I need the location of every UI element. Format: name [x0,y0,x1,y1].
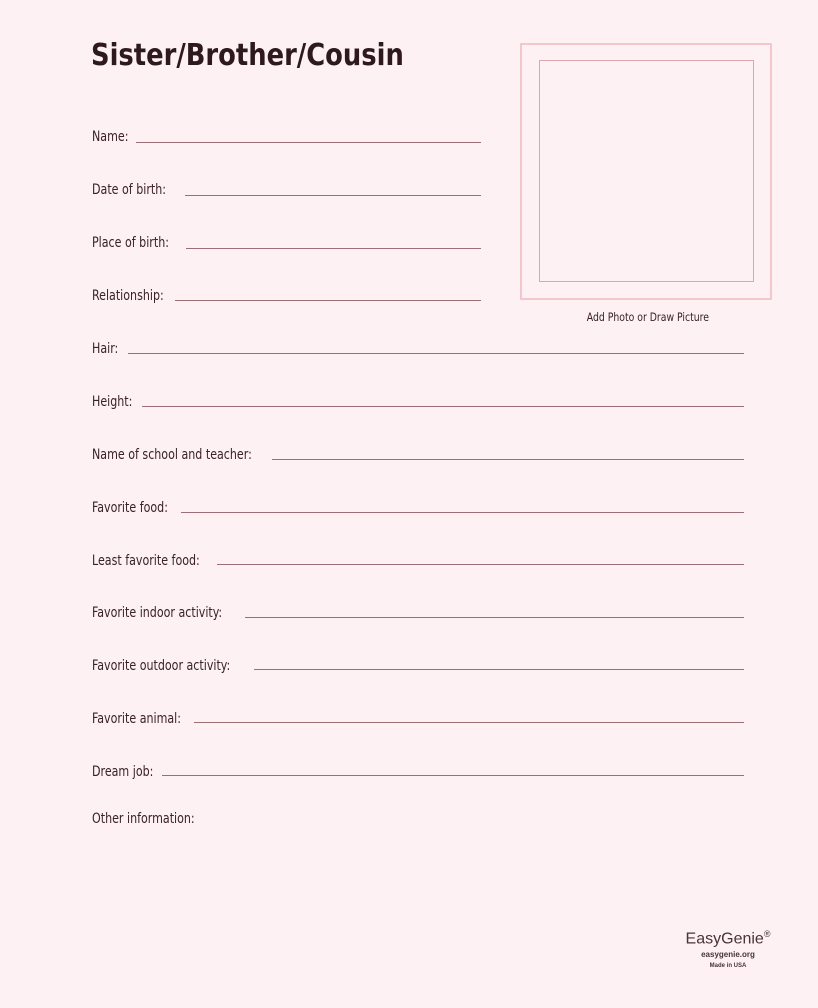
page-title: Sister/Brother/Cousin [91,38,404,73]
brand-logo [672,924,784,971]
brand-url: easygenie.org [701,950,755,960]
place-of-birth-field [92,228,179,252]
photo-caption: Add Photo or Draw Picture [586,310,710,324]
photo-area[interactable] [539,60,754,282]
least-favorite-food-line[interactable] [217,564,744,565]
favorite-animal-label: Favorite animal: [92,711,182,727]
dream-job-field [92,757,162,781]
favorite-animal-line[interactable] [194,722,744,723]
dream-job-line[interactable] [162,775,744,776]
name-field [92,122,133,146]
hair-label: Hair: [92,341,119,357]
height-label: Height: [92,394,133,410]
brand-name: EasyGenie® [685,929,771,948]
place-of-birth-line[interactable] [186,248,481,249]
hair-line[interactable] [128,353,744,354]
relationship-label: Relationship: [92,288,164,304]
brand-made-in: Made in USA [709,963,747,970]
school-teacher-field [92,440,274,464]
favorite-outdoor-field [92,651,249,675]
favorite-outdoor-label: Favorite outdoor activity: [92,658,231,674]
date-of-birth-label: Date of birth: [92,182,166,198]
other-information-label: Other information: [92,811,195,827]
place-of-birth-label: Place of birth: [92,235,169,251]
date-of-birth-field [92,175,176,199]
favorite-outdoor-line[interactable] [254,669,744,670]
height-line[interactable] [142,406,744,407]
dream-job-label: Dream job: [92,764,154,780]
relationship-field [92,281,174,305]
favorite-animal-field [92,704,193,728]
school-teacher-label: Name of school and teacher: [92,447,252,463]
least-favorite-food-label: Least favorite food: [92,553,200,569]
favorite-food-line[interactable] [181,512,744,513]
height-field [92,387,138,411]
name-line[interactable] [136,142,481,143]
favorite-food-field [92,493,178,517]
favorite-food-label: Favorite food: [92,500,168,516]
least-favorite-food-field [92,546,214,570]
date-of-birth-line[interactable] [185,195,481,196]
favorite-indoor-field [92,598,240,622]
name-label: Name: [92,129,129,145]
hair-field [92,334,122,358]
school-teacher-line[interactable] [272,459,744,460]
favorite-indoor-label: Favorite indoor activity: [92,605,223,621]
relationship-line[interactable] [175,300,481,301]
favorite-indoor-line[interactable] [245,617,744,618]
